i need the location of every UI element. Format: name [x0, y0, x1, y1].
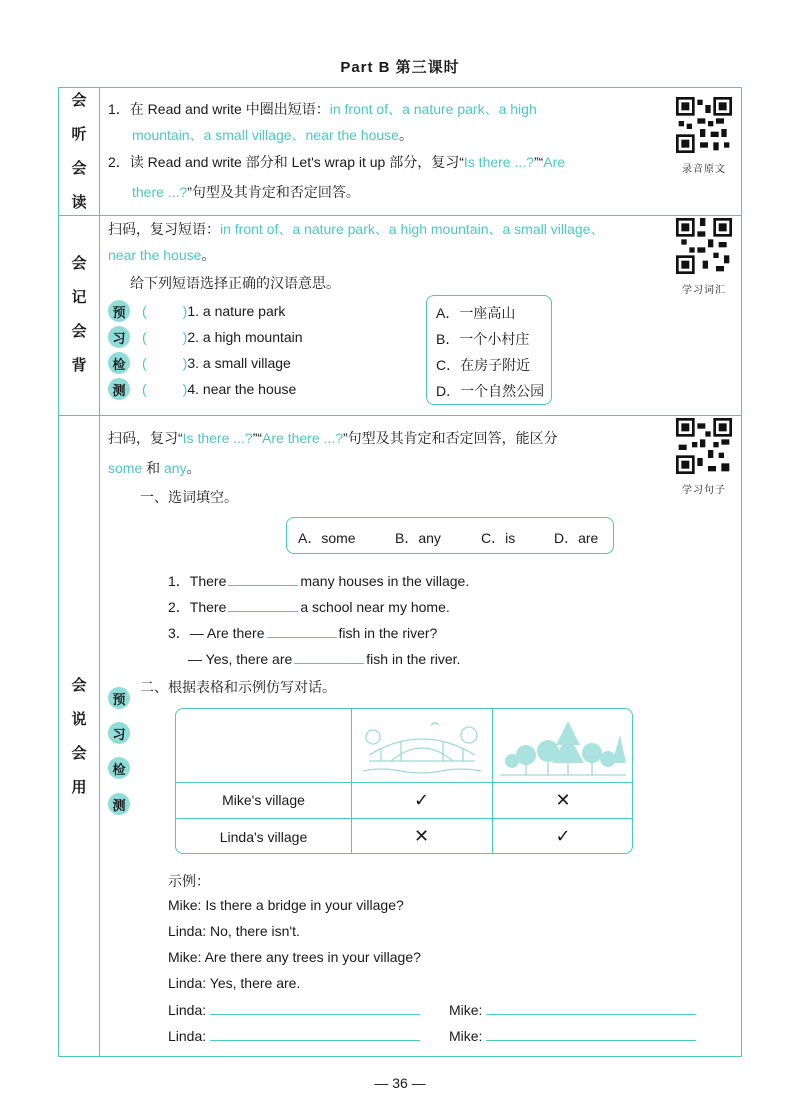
choice-item: C．is	[481, 530, 516, 546]
listen-line-2b	[132, 182, 360, 202]
option-item: B．一个小村庄	[436, 331, 530, 347]
exercise-title: 一、选词填空。	[140, 489, 238, 505]
punct: ”“	[252, 430, 263, 446]
side-label-memorize	[59, 215, 99, 415]
punct: 。	[186, 460, 201, 476]
answer-paren[interactable]: (	[142, 355, 147, 371]
option-item: A．一座高山	[436, 305, 516, 321]
preview-badge: 检	[108, 757, 130, 779]
phrase-list: in front of、a nature park、a high	[329, 101, 537, 117]
preview-badge: 预	[108, 300, 130, 322]
side-char: 会	[71, 323, 87, 340]
answer-paren: )	[182, 303, 188, 319]
speaker-label: Linda:	[168, 1002, 207, 1018]
punct: 。	[201, 247, 216, 263]
side-char: 会	[71, 159, 87, 177]
pattern-text: Is there ...?	[182, 430, 253, 446]
keyword: some	[108, 460, 143, 476]
instruction-text: 和	[142, 460, 165, 476]
fill-text: a school near my home.	[300, 599, 450, 615]
fill-text: 3．— Are there	[168, 625, 265, 641]
item-num: 4.	[187, 381, 200, 397]
bridge-icon	[361, 715, 483, 777]
column-divider	[99, 88, 100, 1056]
fill-text: 1．There	[168, 573, 227, 589]
side-char: 读	[71, 193, 87, 211]
side-char: 听	[71, 125, 87, 143]
match-item	[142, 303, 285, 319]
instruction-text: ”句型及其肯定和否定回答，能区分	[342, 430, 558, 446]
phrase-list: mountain、a small village、near the house	[132, 127, 399, 143]
fill-item	[168, 571, 469, 591]
option-item: C．在房子附近	[436, 357, 531, 373]
answer-row	[168, 1001, 420, 1018]
memorize-intro	[108, 219, 604, 239]
item-text: a small village	[202, 355, 291, 371]
answer-row	[168, 1027, 420, 1044]
qr-caption: 学习句子	[682, 485, 726, 496]
qr-code-sentences[interactable]	[676, 418, 732, 496]
choice-item: A．some	[298, 530, 356, 546]
instruction-text: 1．在 Read and write 中圈出短语：	[108, 101, 330, 117]
fill-text: many houses in the village.	[300, 573, 470, 589]
choice-item: B．any	[395, 530, 441, 546]
item-num: 2.	[187, 329, 200, 345]
pattern-text: there ...?	[132, 184, 188, 200]
speaker-label: Linda:	[168, 1028, 207, 1044]
preview-badge: 习	[108, 326, 130, 348]
match-item	[142, 329, 303, 345]
keyword: any	[164, 460, 187, 476]
item-text: a nature park	[202, 303, 286, 319]
fill-text: fish in the river?	[338, 625, 438, 641]
answer-blank[interactable]	[294, 650, 364, 664]
preview-badge: 习	[108, 722, 130, 744]
instruction-text: 扫码，复习“	[108, 430, 183, 446]
listen-line-2	[108, 152, 565, 172]
page-title: Part B 第三课时	[340, 59, 460, 76]
check-mark-icon: ✓	[555, 826, 571, 846]
punct: ”“	[533, 154, 544, 170]
village-table	[175, 708, 633, 854]
answer-paren[interactable]: (	[142, 329, 147, 345]
answer-paren: )	[182, 329, 188, 345]
choice-item: D．are	[554, 530, 599, 546]
fill-item	[168, 623, 437, 643]
answer-line[interactable]	[486, 1027, 696, 1041]
exercise-title: 二、根据表格和示例仿写对话。	[140, 679, 336, 695]
speak-intro-2	[108, 458, 201, 478]
speaker-label: Mike:	[449, 1002, 483, 1018]
item-text: a high mountain	[202, 329, 303, 345]
dialog-line: Mike: Are there any trees in your village?	[168, 949, 421, 965]
preview-badge: 测	[108, 378, 130, 400]
fill-text: 2．There	[168, 599, 227, 615]
table-cell-name: Mike's village	[222, 792, 305, 808]
dialog-line: Linda: Yes, there are.	[168, 975, 301, 991]
dialog-line: Mike: Is there a bridge in your village?	[168, 897, 404, 913]
instruction-text: 扫码，复习短语：	[108, 221, 220, 237]
row-divider	[59, 215, 741, 216]
table-cell-name: Linda's village	[219, 828, 308, 845]
preview-badge: 预	[108, 687, 130, 709]
preview-badge: 测	[108, 793, 130, 815]
row-divider	[59, 415, 741, 416]
answer-paren[interactable]: (	[142, 303, 147, 319]
fill-text: — Yes, there are	[188, 651, 293, 667]
answer-blank[interactable]	[228, 572, 298, 586]
answer-line[interactable]	[210, 1001, 420, 1015]
answer-blank[interactable]	[228, 598, 298, 612]
check-mark-icon: ✓	[413, 789, 430, 810]
instruction-text: 2．读 Read and write 部分和 Let's wrap it up 部分，复习“	[108, 154, 464, 170]
answer-row	[449, 1001, 696, 1018]
side-char: 记	[71, 289, 87, 306]
listen-line-1b	[132, 125, 413, 145]
qr-caption: 学习词汇	[682, 285, 726, 296]
phrase-list: in front of、a nature park、a high mountain、a small village、	[220, 221, 605, 237]
qr-code-audio[interactable]	[676, 97, 732, 175]
cross-mark-icon: ✕	[555, 789, 571, 810]
item-num: 3.	[187, 355, 200, 371]
answer-paren: )	[182, 381, 188, 397]
dialog-line: Linda: No, there isn't.	[168, 923, 300, 939]
fill-item	[188, 650, 460, 667]
answer-paren[interactable]: (	[142, 381, 147, 397]
example-label: 示例：	[168, 873, 210, 889]
pattern-text: Are there ...?	[262, 430, 343, 446]
fill-text: fish in the river.	[366, 651, 461, 667]
speaker-label: Mike:	[449, 1028, 483, 1044]
side-char: 说	[71, 710, 87, 728]
answer-row	[449, 1027, 696, 1044]
side-char: 背	[71, 357, 87, 374]
instruction-text: ”句型及其肯定和否定回答。	[187, 184, 360, 200]
answer-blank[interactable]	[267, 624, 337, 638]
option-item: D．一个自然公园	[436, 383, 545, 399]
side-char: 用	[71, 778, 87, 796]
trees-icon	[500, 715, 626, 777]
qr-code-icon	[676, 97, 732, 153]
item-num: 1.	[187, 303, 200, 319]
speak-intro	[108, 428, 558, 448]
pattern-text: Is there ...?	[463, 154, 534, 170]
qr-code-icon	[676, 218, 732, 274]
match-item	[142, 381, 296, 397]
side-char: 会	[71, 91, 87, 109]
match-item	[142, 355, 291, 371]
answer-paren: )	[182, 355, 188, 371]
side-label-speak	[59, 415, 99, 1058]
memorize-instruction: 给下列短语选择正确的汉语意思。	[130, 275, 340, 291]
side-char: 会	[71, 255, 87, 272]
listen-line-1	[108, 99, 537, 119]
punct: 。	[398, 127, 413, 143]
pattern-text: Are	[543, 154, 566, 170]
memorize-intro-2	[108, 245, 215, 265]
phrase-list: near the house	[108, 247, 202, 263]
answer-line[interactable]	[210, 1027, 420, 1041]
qr-code-icon	[676, 418, 732, 474]
page-number: — 36 —	[374, 1075, 426, 1091]
item-text: near the house	[202, 381, 297, 397]
answer-line[interactable]	[486, 1001, 696, 1015]
side-label-listen	[59, 88, 99, 215]
qr-code-vocab[interactable]	[676, 218, 732, 296]
qr-caption: 录音原文	[682, 164, 726, 175]
fill-item	[168, 597, 450, 617]
cross-mark-icon: ✕	[413, 826, 430, 846]
side-char: 会	[71, 744, 87, 762]
preview-badge: 检	[108, 352, 130, 374]
side-char: 会	[71, 676, 87, 694]
